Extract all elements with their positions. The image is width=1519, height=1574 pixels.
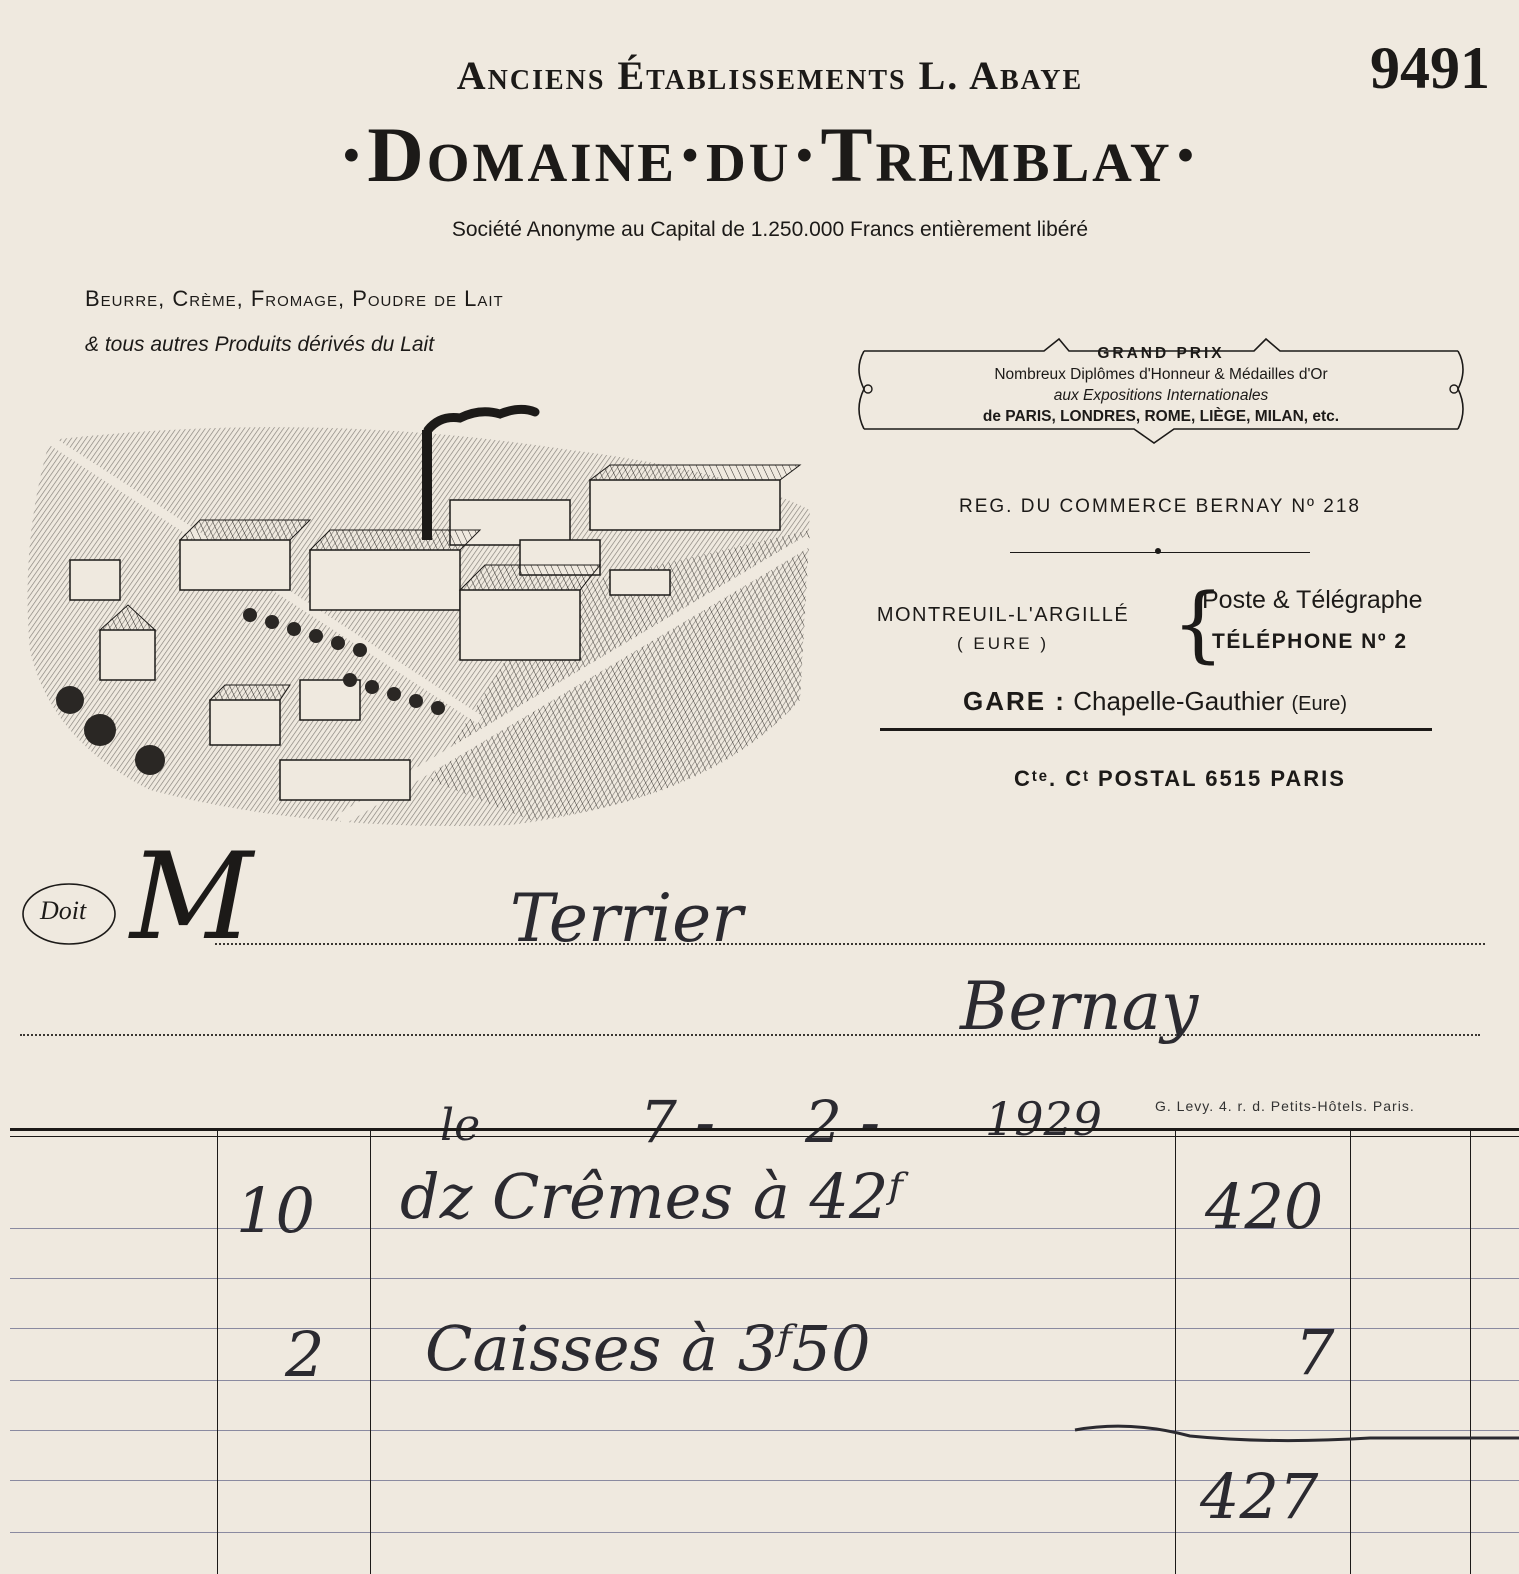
line-item-description: dz Crêmes à 42ᶠ (400, 1160, 903, 1233)
ledger-column-divider (217, 1128, 218, 1574)
doit-label: Doit (40, 896, 87, 925)
town-department: ( EURE ) (957, 634, 1049, 653)
line-item-quantity: 2 (285, 1318, 325, 1391)
line-item-amount: 7 (1295, 1316, 1335, 1389)
products-list: Beurre, Crème, Fromage, Poudre de Lait (85, 286, 504, 311)
awards-line-2: aux Expositions Internationales (1053, 387, 1269, 404)
address-dotted-line (20, 1034, 1480, 1036)
line-item-description: Caisses à 3ᶠ50 (425, 1312, 871, 1385)
ledger-top-rule (10, 1128, 1519, 1131)
station-department: (Eure) (1291, 693, 1348, 715)
town-name: MONTREUIL-L'ARGILLÉ (876, 604, 1130, 626)
train-station (870, 686, 1440, 717)
recipient-city: Bernay (960, 968, 1199, 1045)
ledger-rule (10, 1278, 1519, 1279)
printer-credit: G. Levy. 4. r. d. Petits-Hôtels. Paris. (1155, 1098, 1415, 1114)
line-item-quantity: 10 (236, 1174, 315, 1247)
factory-engraving (10, 400, 830, 830)
mr-label: M (130, 828, 253, 967)
ledger-column-divider (1350, 1128, 1351, 1574)
station-label: GARE : (962, 686, 1066, 716)
station-underline (880, 728, 1432, 731)
post-telegraph: Poste & Télégraphe (1202, 586, 1423, 614)
ledger-column-divider (1470, 1128, 1471, 1574)
postal-account: Cᵗᵉ. Cᵗ POSTAL 6515 PARIS (1014, 766, 1346, 791)
station-name: Chapelle-Gauthier (1073, 686, 1285, 716)
date-day: 7 - (640, 1088, 715, 1156)
invoice-total: 427 (1200, 1460, 1319, 1533)
total-underline-stroke (1070, 1418, 1519, 1458)
date-month: 2 - (805, 1088, 880, 1156)
awards-cartouche (862, 343, 1460, 435)
company-name: ·Domaine·du·Tremblay· (338, 111, 1202, 198)
ledger-column-divider (1175, 1128, 1176, 1574)
divider-ornament (1155, 548, 1161, 554)
recipient-name: Terrier (510, 880, 743, 957)
ledger-column-divider (370, 1128, 371, 1574)
recipient-dotted-line (215, 943, 1485, 945)
awards-line-1: Nombreux Diplômes d'Honneur & Médailles d'Or (994, 366, 1328, 383)
ledger-top-rule-thin (10, 1136, 1519, 1137)
line-item-amount: 420 (1205, 1170, 1324, 1243)
awards-line-3: de PARIS, LONDRES, ROME, LIÈGE, MILAN, etc. (982, 408, 1340, 425)
awards-title: GRAND PRIX (1097, 345, 1225, 362)
company-heritage: Anciens Établissements L. Abaye (456, 53, 1084, 98)
brace-glyph: { (1172, 577, 1225, 672)
date-le: le (440, 1100, 481, 1151)
invoice-number: 9491 (1370, 35, 1490, 101)
date-year: 1929 (985, 1092, 1103, 1146)
telephone-number: TÉLÉPHONE Nº 2 (1212, 630, 1408, 653)
company-capital: Société Anonyme au Capital de 1.250.000 Francs entièrement libéré (451, 218, 1089, 241)
trade-registry: REG. DU COMMERCE BERNAY Nº 218 (959, 496, 1361, 517)
products-subtitle: & tous autres Produits dérivés du Lait (85, 333, 435, 356)
